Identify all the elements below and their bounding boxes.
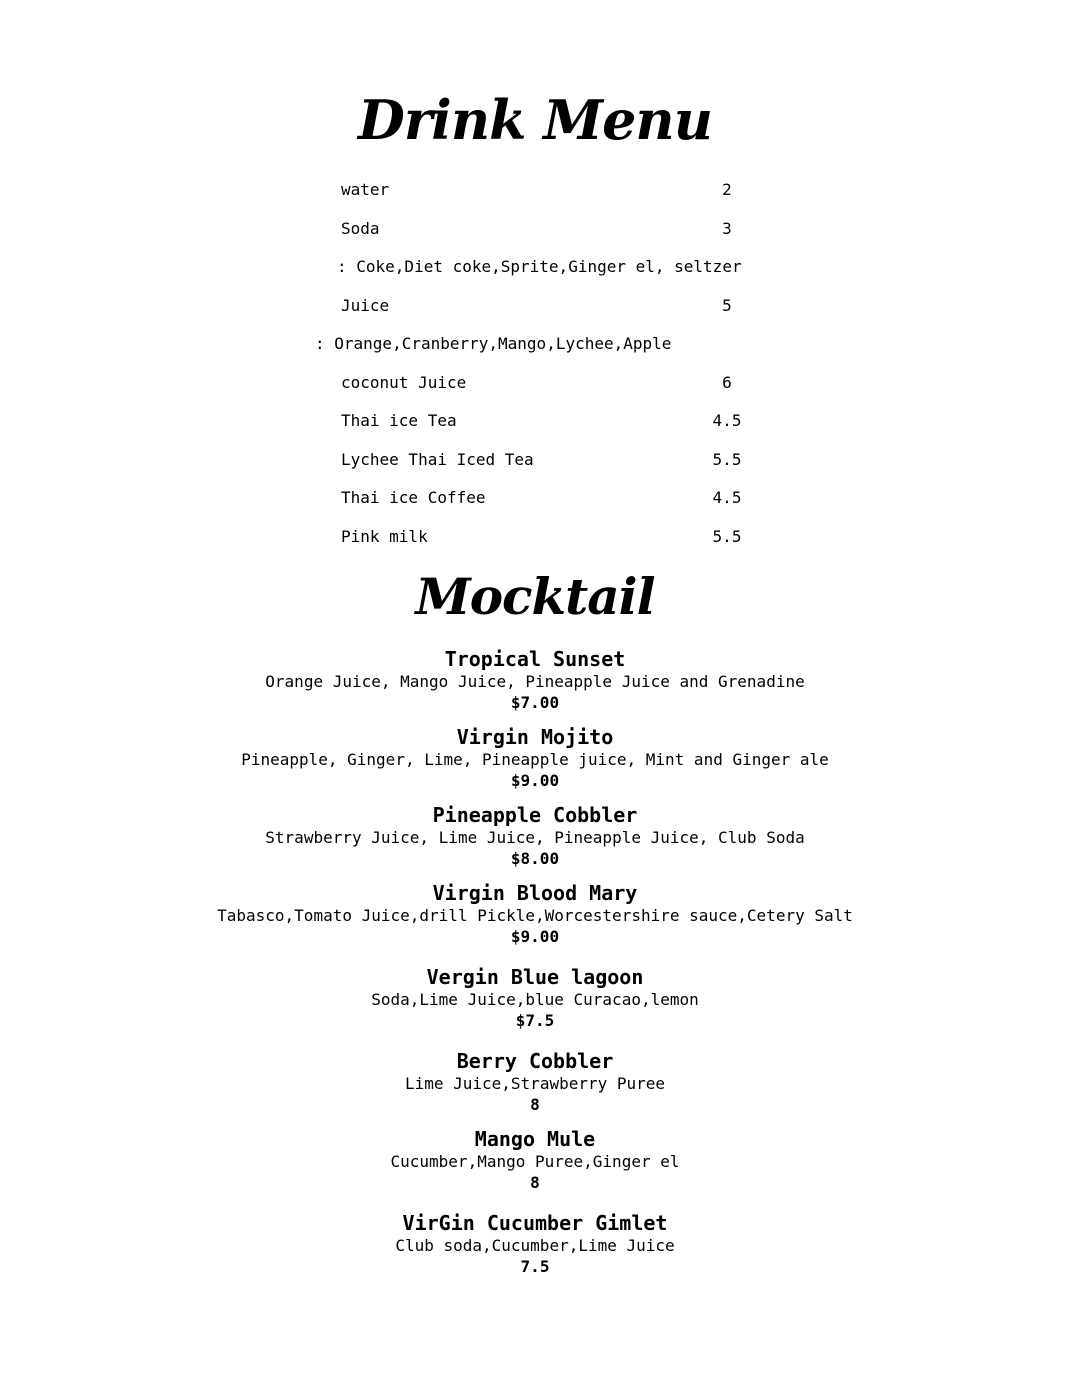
mocktail-price: $8.00 <box>510 849 560 868</box>
drink-row-soda <box>341 218 757 238</box>
mocktail-name: Mango Mule <box>474 1127 596 1151</box>
drink-name: water <box>341 180 390 199</box>
mocktail-ingredients: Strawberry Juice, Lime Juice, Pineapple Juice, Club Soda <box>265 828 805 847</box>
drink-options-juice-flavors: : Orange,Cranberry,Mango,Lychee,Apple <box>315 334 672 353</box>
mocktail-name: Pineapple Cobbler <box>432 803 638 827</box>
mocktail-price: $9.00 <box>510 771 560 790</box>
mocktail-price: $7.5 <box>515 1011 555 1030</box>
drink-price: 4.5 <box>712 411 742 430</box>
drink-price: 6 <box>722 372 732 392</box>
drink-row-water <box>341 182 757 199</box>
mocktail-item-virgin-blood-mary <box>0 881 1070 947</box>
mocktail-item-pineapple-cobbler <box>0 803 1070 869</box>
mocktail-item-tropical-sunset <box>0 647 1070 713</box>
drink-name: coconut Juice <box>341 372 467 392</box>
mocktail-name: Berry Cobbler <box>456 1049 614 1073</box>
drink-name: Thai ice Coffee <box>341 488 486 507</box>
mocktail-name: Vergin Blue lagoon <box>426 965 644 989</box>
drink-row-lychee-thai-iced-tea <box>341 449 757 469</box>
mocktail-name: Virgin Blood Mary <box>432 881 638 905</box>
drink-price: 5 <box>722 295 732 315</box>
mocktail-name: Virgin Mojito <box>456 725 614 749</box>
mocktail-ingredients: Orange Juice, Mango Juice, Pineapple Juice and Grenadine <box>265 672 805 691</box>
drink-price: 2 <box>722 180 732 199</box>
drink-row-pink-milk <box>341 526 757 546</box>
drink-row-juice <box>341 295 757 315</box>
mocktail-price: 8 <box>530 1173 540 1192</box>
mocktail-price: $7.00 <box>510 693 560 712</box>
mocktail-price: 7.5 <box>520 1257 550 1276</box>
mocktail-price: $9.00 <box>510 927 560 946</box>
drink-row-coconut-juice <box>341 372 757 392</box>
mocktail-item-vergin-blue-lagoon <box>0 965 1070 1031</box>
mocktail-name: VirGin Cucumber Gimlet <box>402 1211 668 1235</box>
mocktail-ingredients: Cucumber,Mango Puree,Ginger el <box>390 1152 680 1171</box>
drink-price: 5.5 <box>712 526 742 546</box>
mocktail-item-virgin-mojito <box>0 725 1070 791</box>
drink-price: 4.5 <box>712 488 742 507</box>
drink-name: Pink milk <box>341 526 428 546</box>
mocktail-item-virgin-cucumber-gimlet <box>0 1211 1070 1277</box>
mocktail-price: 8 <box>530 1095 540 1114</box>
drink-row-thai-ice-coffee <box>341 490 757 507</box>
drink-row-thai-ice-tea <box>341 413 757 430</box>
mocktail-section-title: Mocktail <box>415 567 655 626</box>
drink-name: Soda <box>341 218 380 238</box>
mocktail-ingredients: Lime Juice,Strawberry Puree <box>404 1074 666 1093</box>
mocktail-item-mango-mule <box>0 1127 1070 1193</box>
drink-name: Lychee Thai Iced Tea <box>341 449 534 469</box>
mocktail-ingredients: Soda,Lime Juice,blue Curacao,lemon <box>371 990 699 1009</box>
drink-options-soda-flavors: : Coke,Diet coke,Sprite,Ginger el, seltzer <box>337 257 742 276</box>
drink-price: 3 <box>722 218 732 238</box>
mocktail-ingredients: Tabasco,Tomato Juice,drill Pickle,Worcestershire sauce,Cetery Salt <box>217 906 853 925</box>
mocktail-ingredients: Club soda,Cucumber,Lime Juice <box>395 1236 675 1255</box>
drink-name: Juice <box>341 295 390 315</box>
mocktail-item-berry-cobbler <box>0 1049 1070 1115</box>
mocktail-list <box>0 647 1070 1277</box>
drink-menu-title: Drink Menu <box>358 88 712 152</box>
drink-list <box>315 180 757 546</box>
mocktail-ingredients: Pineapple, Ginger, Lime, Pineapple juice, Mint and Ginger ale <box>241 750 829 769</box>
drink-price: 5.5 <box>712 449 742 469</box>
drink-name: Thai ice Tea <box>341 411 457 430</box>
mocktail-name: Tropical Sunset <box>444 647 626 671</box>
